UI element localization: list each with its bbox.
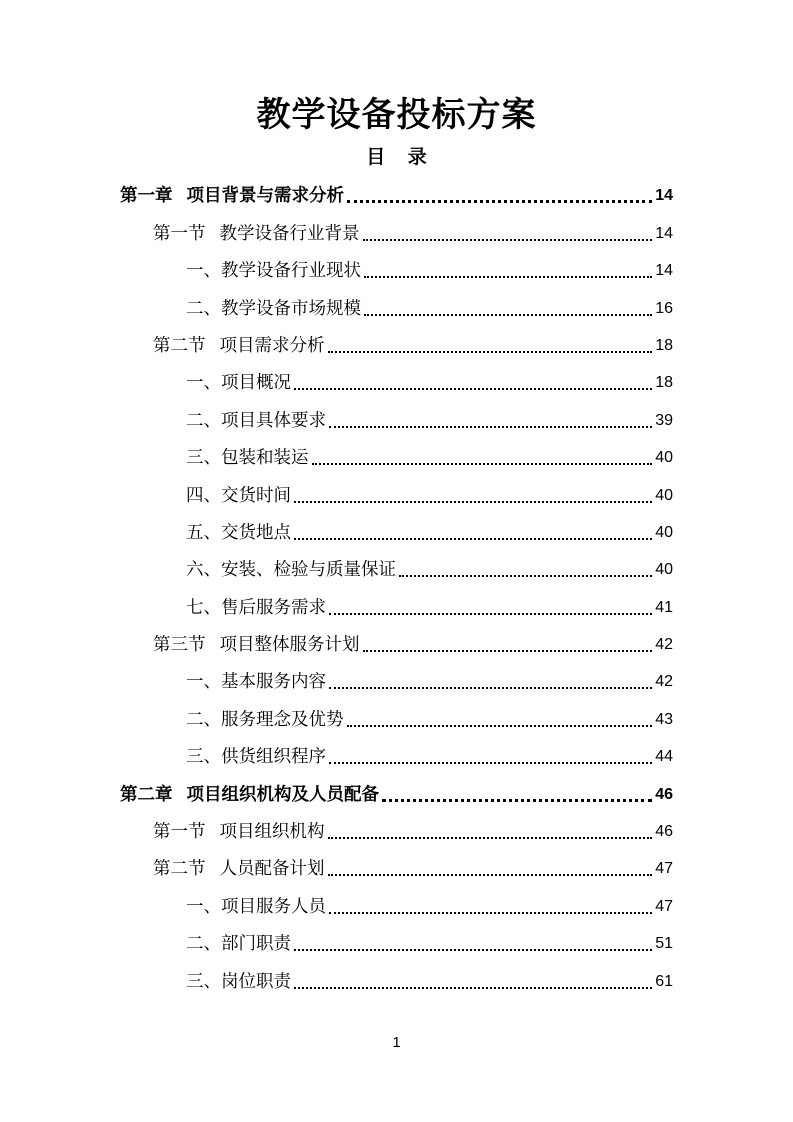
toc-entry-page: 41 [655,598,673,616]
toc-entry-label: 第一节 [153,223,206,244]
toc-entry[interactable] [120,251,673,288]
toc-entry-label: 三、 [186,448,221,469]
toc-entry-text: 服务理念及优势 [221,709,344,730]
toc-entry[interactable] [120,961,673,998]
toc-entry-page: 47 [655,860,673,878]
dot-leader [329,613,652,615]
toc-entry-title [186,671,326,693]
dot-leader [329,912,652,914]
toc-entry-title [186,933,291,955]
toc-entry-page: 46 [655,785,673,803]
toc-entry-page: 40 [655,523,673,541]
dot-leader [294,501,652,503]
toc-entry-page: 61 [655,972,673,990]
page-number: 1 [392,1034,401,1051]
toc-entry[interactable] [120,213,673,250]
toc-entry[interactable] [120,550,673,587]
toc-entry-page: 14 [655,187,673,205]
toc-entry-text: 项目具体要求 [221,410,326,431]
toc-entry-label: 三、 [186,747,221,768]
toc-entry-title [153,821,325,843]
toc-entry-page: 51 [655,935,673,953]
toc-entry[interactable] [120,513,673,550]
toc-entry-label: 二、 [186,934,221,955]
toc-entry-label: 一、 [186,373,221,394]
toc-entry[interactable] [120,849,673,886]
toc-entry-text: 项目背景与需求分析 [186,186,344,207]
toc-entry-page: 40 [655,486,673,504]
dot-leader [294,987,652,989]
toc-entry-text: 教学设备市场规模 [221,298,361,319]
toc-entry-label: 第三节 [153,635,206,656]
toc-entry-label: 一、 [186,261,221,282]
toc-entry-label: 第二节 [153,859,206,880]
toc-entry-title [186,709,344,731]
dot-leader [329,426,652,428]
dot-leader [328,837,653,839]
toc-entry-title [186,896,326,918]
toc-entry-label: 第一章 [120,186,173,207]
toc-entry-page: 43 [655,710,673,728]
toc-entry-text: 售后服务需求 [221,597,326,618]
dot-leader [363,239,653,241]
toc-entry-label: 一、 [186,672,221,693]
toc-entry-label: 七、 [186,597,221,618]
dot-leader [363,650,653,652]
toc-entry[interactable] [120,924,673,961]
toc-entry-title [186,522,291,544]
toc-entry-text: 部门职责 [221,934,291,955]
toc-entry[interactable] [120,475,673,512]
toc-entry-title [153,335,325,357]
toc-entry-page: 42 [655,673,673,691]
toc-entry-title [186,597,326,619]
document-title: 教学设备投标方案 [256,95,537,135]
toc-entry[interactable] [120,774,673,811]
toc-entry-title [186,746,326,768]
table-of-contents [120,176,673,999]
toc-entry-label: 三、 [186,971,221,992]
toc-entry-page: 42 [655,636,673,654]
toc-entry-text: 项目概况 [221,373,291,394]
toc-entry-page: 47 [655,897,673,915]
toc-entry-title [153,634,360,656]
toc-entry-text: 项目服务人员 [221,896,326,917]
toc-entry-label: 二、 [186,709,221,730]
toc-entry-text: 基本服务内容 [221,672,326,693]
toc-entry-page: 40 [655,449,673,467]
dot-leader [328,351,653,353]
toc-entry-title [186,559,396,581]
dot-leader [347,725,653,727]
toc-entry-text: 项目整体服务计划 [219,635,360,656]
toc-entry[interactable] [120,737,673,774]
toc-entry-text: 交货地点 [221,522,291,543]
toc-entry-label: 五、 [186,522,221,543]
toc-entry-title [186,447,309,469]
toc-entry[interactable] [120,699,673,736]
toc-entry-label: 第二节 [153,335,206,356]
toc-entry-label: 六、 [186,560,221,581]
toc-entry-title [120,185,344,207]
toc-entry-text: 教学设备行业现状 [221,261,361,282]
toc-entry[interactable] [120,438,673,475]
toc-entry-text: 人员配备计划 [219,859,325,880]
toc-entry-text: 项目组织机构 [219,822,325,843]
dot-leader [364,276,652,278]
toc-entry-page: 18 [655,336,673,354]
toc-entry[interactable] [120,288,673,325]
toc-entry-text: 项目组织机构及人员配备 [186,784,379,805]
dot-leader [399,575,652,577]
dot-leader [328,874,653,876]
toc-entry[interactable] [120,326,673,363]
toc-entry-text: 项目需求分析 [219,335,325,356]
toc-entry-page: 46 [655,823,673,841]
toc-entry-page: 40 [655,561,673,579]
toc-entry[interactable] [120,363,673,400]
toc-entry-title [186,410,326,432]
toc-entry-text: 包装和装运 [221,448,309,469]
toc-entry-text: 交货时间 [221,485,291,506]
toc-entry-title [120,784,379,806]
toc-entry-page: 39 [655,411,673,429]
toc-entry-label: 二、 [186,298,221,319]
toc-entry-label: 一、 [186,896,221,917]
toc-entry-page: 14 [655,262,673,280]
dot-leader [329,762,652,764]
toc-entry[interactable] [120,886,673,923]
toc-entry[interactable] [120,400,673,437]
dot-leader [294,538,652,540]
dot-leader [294,388,652,390]
toc-entry-label: 二、 [186,410,221,431]
toc-entry-title [153,223,360,245]
dot-leader [347,200,652,203]
toc-entry-title [186,372,291,394]
toc-entry-text: 供货组织程序 [221,747,326,768]
toc-entry[interactable] [120,176,673,213]
toc-entry-title [186,260,361,282]
toc-entry-page: 16 [655,299,673,317]
toc-entry[interactable] [120,812,673,849]
toc-entry-label: 第一节 [153,822,206,843]
dot-leader [364,314,652,316]
toc-entry-label: 四、 [186,485,221,506]
toc-entry-title [153,858,325,880]
toc-entry[interactable] [120,625,673,662]
toc-entry-label: 第二章 [120,784,173,805]
toc-entry-title [186,298,361,320]
toc-entry-text: 教学设备行业背景 [219,223,360,244]
toc-entry[interactable] [120,587,673,624]
toc-heading: 目 录 [366,146,435,168]
dot-leader [382,799,652,802]
dot-leader [294,949,652,951]
toc-entry-text: 安装、检验与质量保证 [221,560,396,581]
toc-entry-title [186,485,291,507]
dot-leader [312,463,653,465]
toc-entry-page: 18 [655,374,673,392]
toc-entry-page: 14 [655,224,673,242]
dot-leader [329,687,652,689]
toc-entry[interactable] [120,662,673,699]
toc-entry-page: 44 [655,748,673,766]
toc-entry-title [186,971,291,993]
toc-entry-text: 岗位职责 [221,971,291,992]
